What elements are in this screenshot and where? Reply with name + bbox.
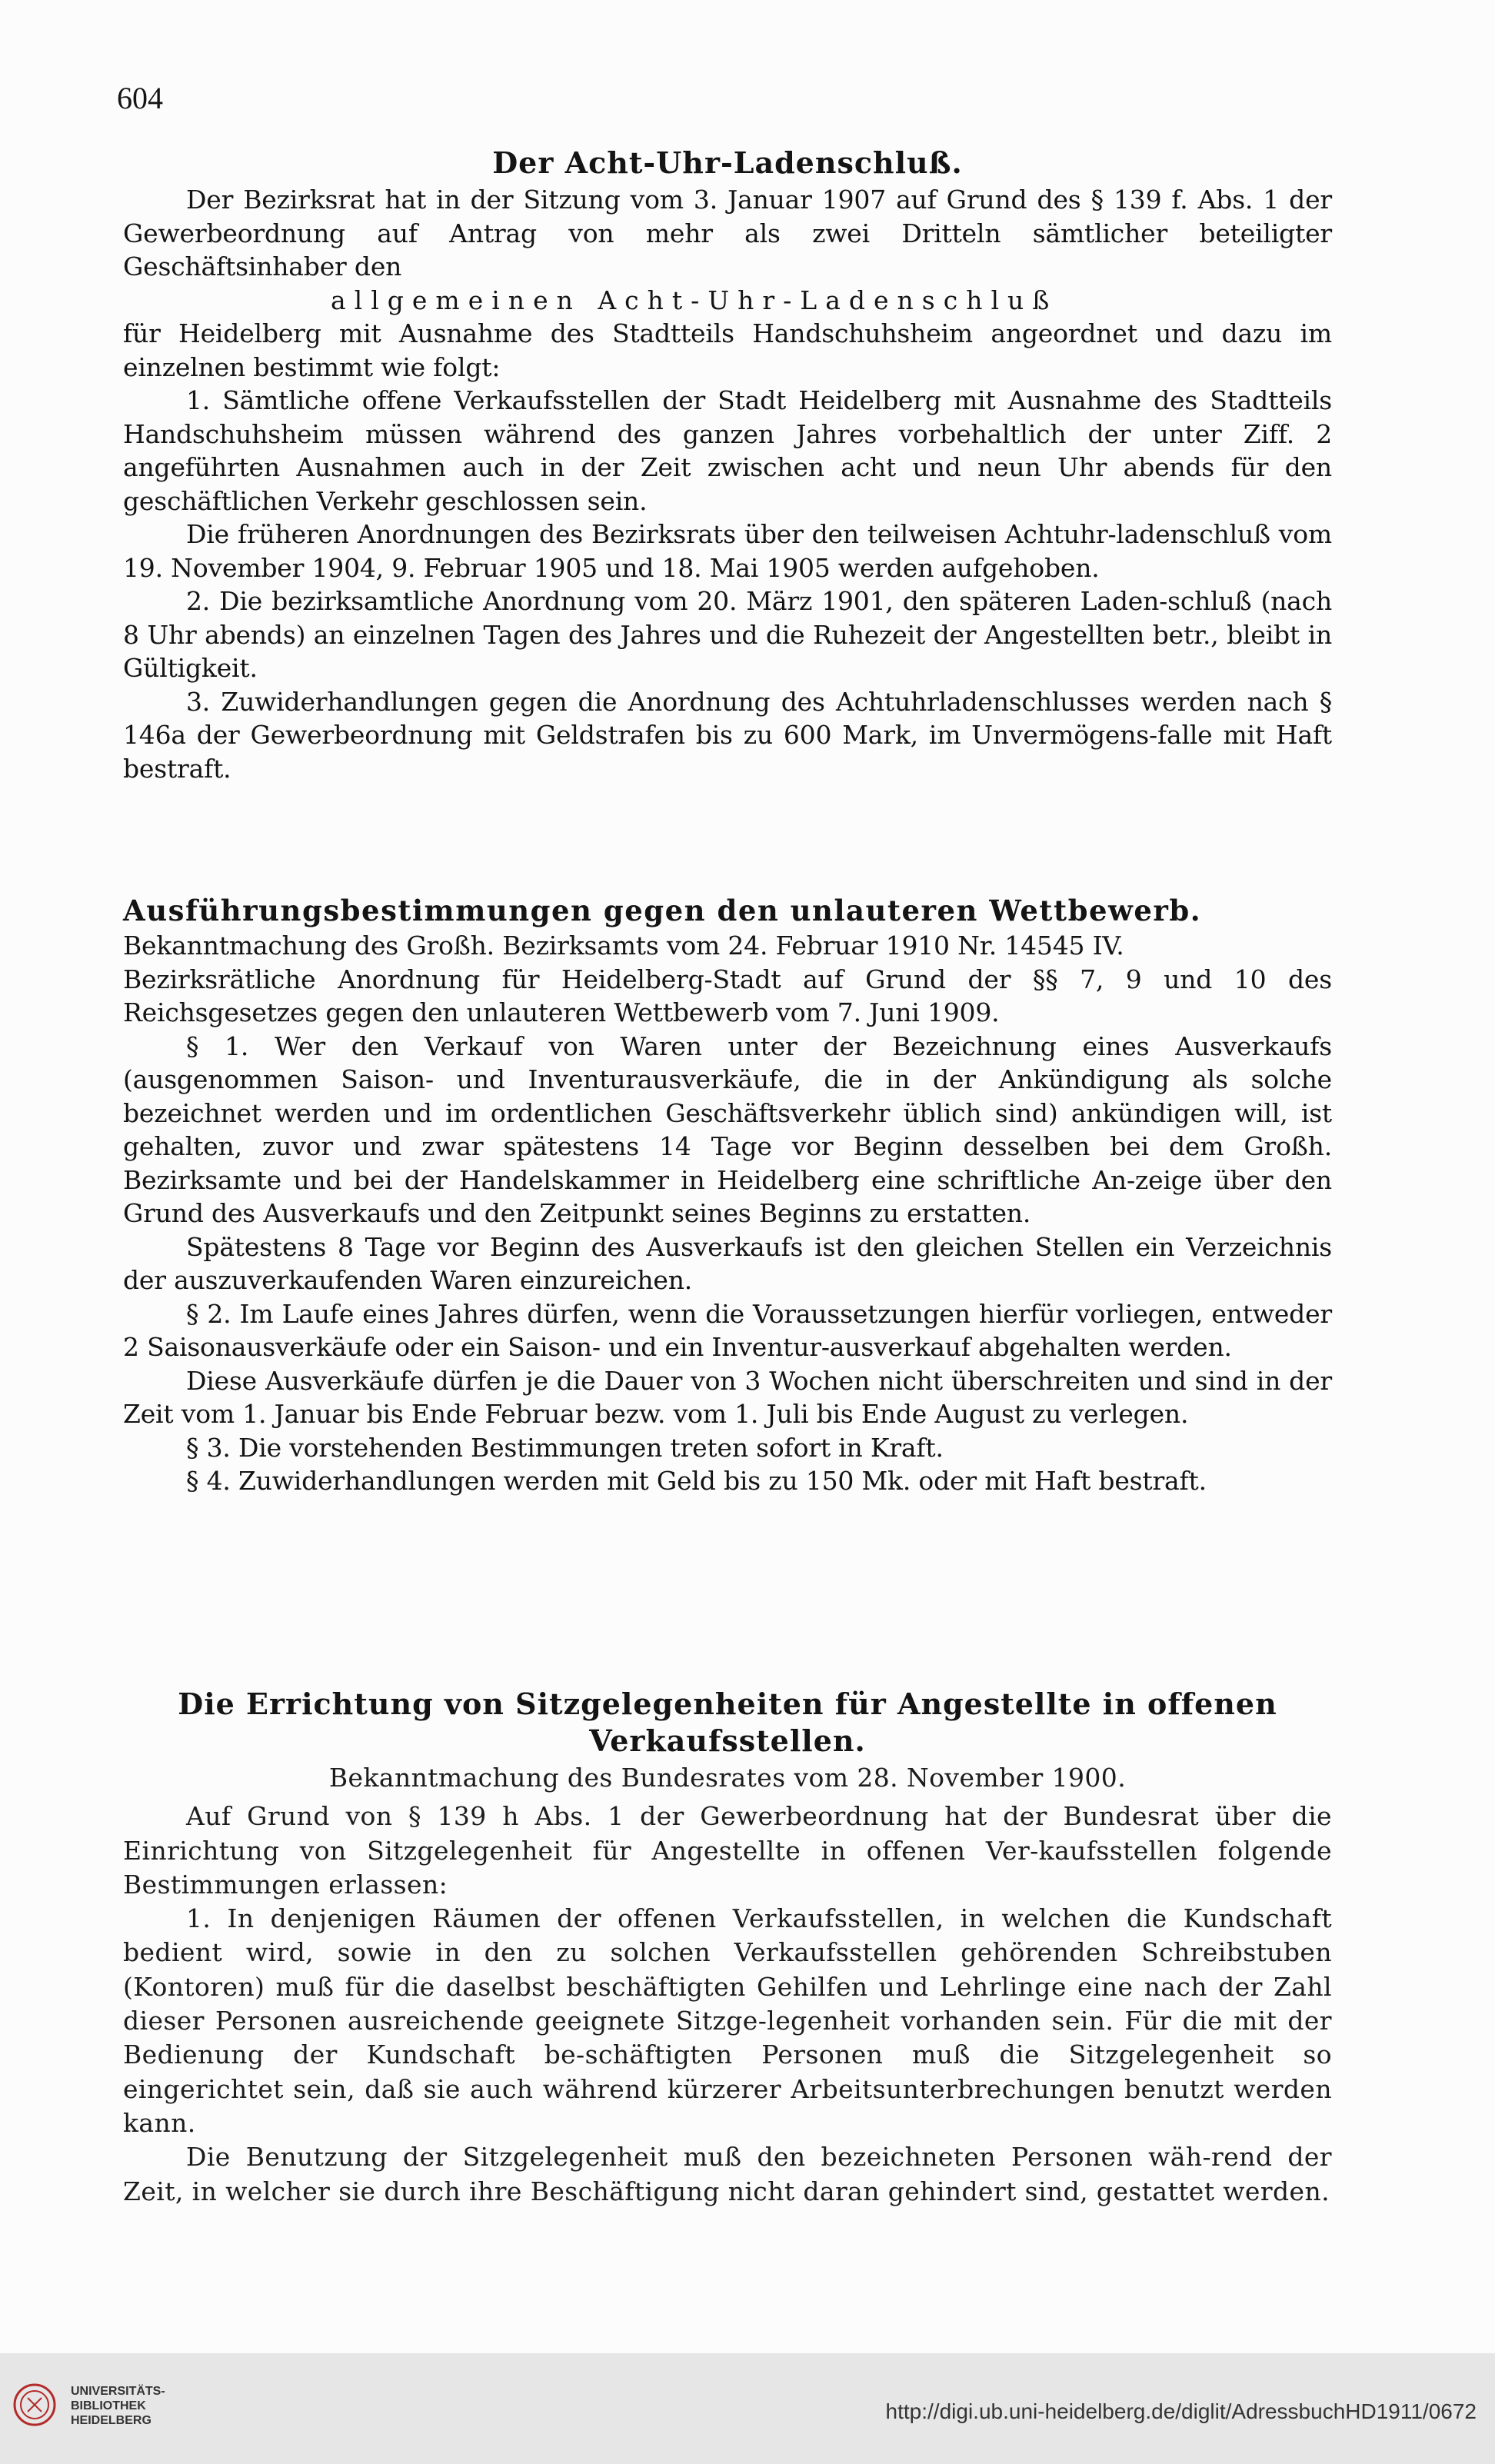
logo-line: BIBLIOTHEK xyxy=(71,2399,146,2412)
paragraph-s4: § 4. Zuwiderhandlungen werden mit Geld bis zu 150 Mk. oder mit Haft bestraft. xyxy=(186,1466,1207,1496)
paragraph: Spätestens 8 Tage vor Beginn des Ausverkaufs ist den gleichen Stellen ein Verzeichnis der auszuverkaufenden Waren einzureichen. xyxy=(123,1231,1332,1295)
logo-line: HEIDELBERG xyxy=(71,2414,151,2427)
paragraph: für Heidelberg mit Ausnahme des Stadtteils Handschuhsheim angeordnet und dazu im einzelnen bestimmt wie folgt: xyxy=(123,318,1332,382)
logo-line: UNIVERSITÄTS- xyxy=(71,2385,165,2398)
list-item: 2. Die bezirksamtliche Anordnung vom 20. März 1901, den späteren Laden-schluß (nach 8 Uhr abends) an einzelnen Tagen des Jahres und die Ruhezeit der Angestellten betr., bleibt in Gültigkeit. xyxy=(123,586,1332,683)
order-heading: Bezirksrätliche Anordnung für Heidelberg-Stadt auf Grund der §§ 7, 9 und 10 des Reichsgesetzes gegen den unlauteren Wettbewerb vom 7. Juni 1909. xyxy=(123,964,1332,1027)
section-title: Die Errichtung von Sitzgelegenheiten für Angestellte in offenen Verkaufsstellen. xyxy=(178,1687,1277,1758)
list-item: 3. Zuwiderhandlungen gegen die Anordnung des Achtuhrladenschlusses werden nach § 146a der Gewerbeordnung mit Geldstrafen bis zu 600 Mark, im Unvermögens-falle mit Haft bestraft. xyxy=(123,686,1332,784)
digitization-footer xyxy=(0,2353,1495,2464)
section-title: Ausführungsbestimmungen gegen den unlauteren Wettbewerb. xyxy=(123,894,1202,927)
paragraph: Auf Grund von § 139 h Abs. 1 der Gewerbeordnung hat der Bundesrat über die Einrichtung von Sitzgelegenheit für Angestellte in offenen Ver-kaufsstellen folgende Bestimmungen erlassen: xyxy=(123,1801,1332,1900)
paragraph-s1: § 1. Wer den Verkauf von Waren unter der Bezeichnung eines Ausverkaufs (ausgenommen Saison- und Inventurausverkäufe, die in der Ankündigung als solche bezeichnet werden und im ordentlichen Geschäftsverkehr üblich sind) ankündigen will, ist gehalten, zuvor und zwar spätestens 14 Tage vor Beginn desselben bei dem Großh. Bezirksamte und bei der Handelskammer in Heidelberg eine schriftliche An-zeige über den Grund des Ausverkaufs und den Zeitpunkt seines Beginns zu erstatten. xyxy=(123,1031,1332,1228)
notice-line: Bekanntmachung des Bundesrates vom 28. November 1900. xyxy=(328,1763,1127,1793)
library-logo-text xyxy=(71,2384,165,2428)
paragraph: Der Bezirksrat hat in der Sitzung vom 3. Januar 1907 auf Grund des § 139 f. Abs. 1 der Gewerbeordnung auf Antrag von mehr als zwei Dritteln sämtlicher beteiligter Geschäftsinhaber den xyxy=(123,185,1332,281)
paragraph-s2: § 2. Im Laufe eines Jahres dürfen, wenn die Voraussetzungen hierfür vorliegen, entweder 2 Saisonausverkäufe oder ein Saison- und ein Inventur-ausverkauf abgehalten werden. xyxy=(123,1298,1332,1362)
paragraph-s3: § 3. Die vorstehenden Bestimmungen treten sofort in Kraft. xyxy=(186,1432,944,1463)
section-acht-uhr-ladenschluss xyxy=(123,145,1332,785)
section-title: Der Acht-Uhr-Ladenschluß. xyxy=(492,145,963,180)
paragraph: Die Benutzung der Sitzgelegenheit muß den bezeichneten Personen wäh-rend der Zeit, in welcher sie durch ihre Beschäftigung nicht daran gehindert sind, gestattet werden. xyxy=(123,2142,1332,2206)
permalink-url[interactable]: http://digi.ub.uni-heidelberg.de/diglit/AdressbuchHD1911/0672 xyxy=(885,2399,1477,2423)
page-number: 604 xyxy=(117,81,163,115)
notice-line: Bekanntmachung des Großh. Bezirksamts vom 24. Februar 1910 Nr. 14545 IV. xyxy=(123,931,1124,961)
university-seal-icon xyxy=(12,2382,57,2427)
list-item: 1. Sämtliche offene Verkaufsstellen der Stadt Heidelberg mit Ausnahme des Stadtteils Handschuhsheim müssen während des ganzen Jahres vorbehaltlich der unter Ziff. 2 angeführten Ausnahmen auch in der Zeit zwischen acht und neun Uhr abends für den geschäftlichen Verkehr geschlossen sein. xyxy=(123,385,1332,516)
section-sitzgelegenheiten xyxy=(123,1686,1332,2209)
paragraph: Diese Ausverkäufe dürfen je die Dauer von 3 Wochen nicht überschreiten und sind in der Zeit vom 1. Januar bis Ende Februar bezw. vom 1. Juli bis Ende August zu verlegen. xyxy=(123,1365,1332,1429)
section-unlauterer-wettbewerb xyxy=(123,892,1332,1498)
paragraph-spaced: allgemeinen Acht-Uhr-Ladenschluß xyxy=(331,285,1058,315)
paragraph: Die früheren Anordnungen des Bezirksrats über den teilweisen Achtuhr-ladenschluß vom 19. November 1904, 9. Februar 1905 und 18. Mai 1905 werden aufgehoben. xyxy=(123,519,1332,583)
list-item: 1. In denjenigen Räumen der offenen Verkaufsstellen, in welchen die Kundschaft bedient wird, sowie in den zu solchen Verkaufsstellen gehörenden Schreibstuben (Kontoren) muß für die daselbst beschäftigten Gehilfen und Lehrlinge eine nach der Zahl dieser Personen ausreichende geeignete Sitzge-legenheit vorhanden sein. Für die mit der Bedienung der Kundschaft be-schäftigten Personen muß die Sitzgelegenheit so eingerichtet sein, daß sie auch während kürzerer Arbeitsunterbrechungen benutzt werden kann. xyxy=(123,1903,1332,2138)
